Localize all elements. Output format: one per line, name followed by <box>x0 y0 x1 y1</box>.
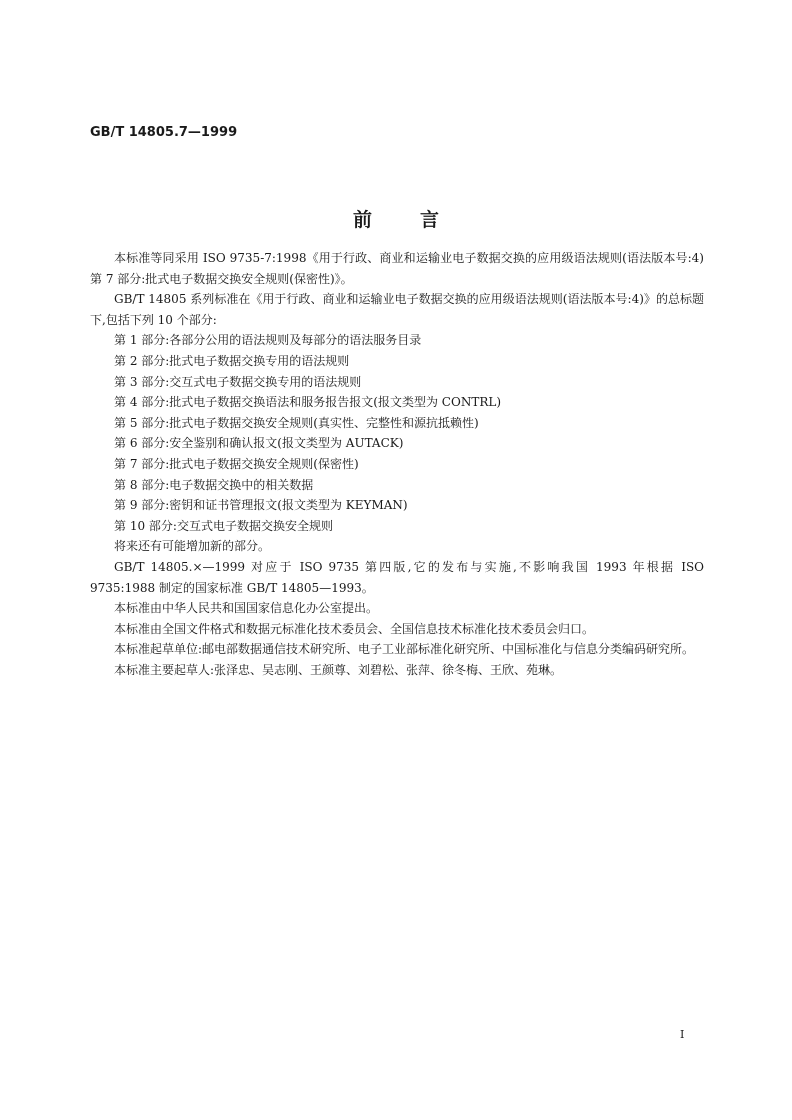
list-item-part-1: 第 1 部分:各部分公用的语法规则及每部分的语法服务目录 <box>114 333 422 348</box>
list-item-part-7: 第 7 部分:批式电子数据交换安全规则(保密性) <box>114 456 359 471</box>
paragraph-proposer: 本标准由中华人民共和国国家信息化办公室提出。 <box>114 601 379 616</box>
paragraph-correspondence: GB/T 14805.×—1999 对应于 ISO 9735 第四版,它的发布与实施,不影响我国 1993 年根据 ISO 9735:1988 制定的国家标准 GB/T 14805—1993。 <box>90 559 704 595</box>
list-item-part-8: 第 8 部分:电子数据交换中的相关数据 <box>114 477 314 492</box>
list-item-part-10: 第 10 部分:交互式电子数据交换安全规则 <box>114 518 333 533</box>
page-title: 前言 <box>352 209 487 231</box>
list-item-part-5: 第 5 部分:批式电子数据交换安全规则(真实性、完整性和源抗抵赖性) <box>114 415 479 430</box>
paragraph-series-intro: GB/T 14805 系列标准在《用于行政、商业和运输业电子数据交换的应用级语法规则(语法版本号:4)》的总标题下,包括下列 10 个部分: <box>90 292 704 327</box>
paragraph-committee: 本标准由全国文件格式和数据元标准化技术委员会、全国信息技术标准化技术委员会归口。 <box>114 621 595 636</box>
paragraph-adoption: 本标准等同采用 ISO 9735-7:1998《用于行政、商业和运输业电子数据交换的应用级语法规则(语法版本号:4) 第 7 部分:批式电子数据交换安全规则(保密性)》。 <box>90 251 717 286</box>
page-number: I <box>680 1028 685 1041</box>
list-item-part-6: 第 6 部分:安全鉴别和确认报文(报文类型为 AUTACK) <box>114 436 404 451</box>
list-item-part-3: 第 3 部分:交互式电子数据交换专用的语法规则 <box>114 374 362 389</box>
list-item-part-4: 第 4 部分:批式电子数据交换语法和服务报告报文(报文类型为 CONTRL) <box>114 395 502 410</box>
list-item-part-2: 第 2 部分:批式电子数据交换专用的语法规则 <box>114 353 350 368</box>
standard-code: GB/T 14805.7—1999 <box>90 125 238 140</box>
list-item-part-9: 第 9 部分:密钥和证书管理报文(报文类型为 KEYMAN) <box>114 498 408 513</box>
paragraph-future-parts: 将来还有可能增加新的部分。 <box>114 539 271 554</box>
paragraph-drafting-units: 本标准起草单位:邮电部数据通信技术研究所、电子工业部标准化研究所、中国标准化与信息分类编码研究所。 <box>114 642 695 657</box>
foreword-body <box>90 248 717 680</box>
paragraph-drafters: 本标准主要起草人:张泽忠、吴志刚、王颜尊、刘碧松、张萍、徐冬梅、王欣、苑琳。 <box>114 662 563 677</box>
